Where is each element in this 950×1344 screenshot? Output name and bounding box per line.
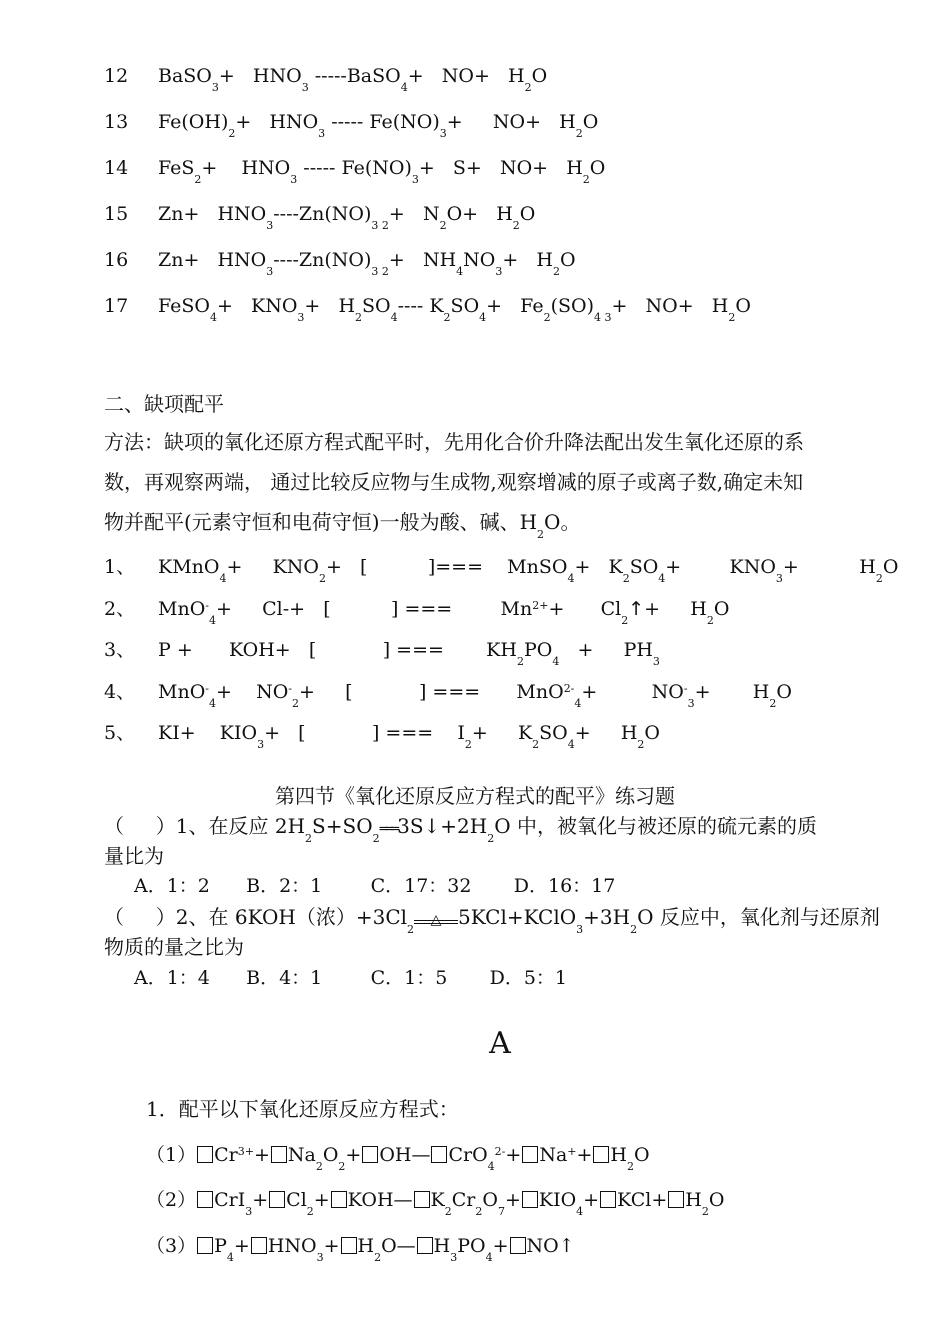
subscript: 2	[306, 1205, 314, 1218]
term: K	[430, 1189, 445, 1211]
subscript: 3	[652, 655, 660, 668]
term: + NH	[388, 249, 457, 271]
subscript: 4	[658, 572, 666, 585]
subscript: 2	[524, 81, 532, 94]
term: O	[519, 203, 536, 225]
subscript: 4	[226, 1251, 234, 1264]
term: Cr	[214, 1144, 238, 1166]
coefficient-box	[197, 1191, 213, 1208]
coefficient-box	[251, 1237, 267, 1254]
subscript: 2	[622, 572, 630, 585]
subscript: 2	[543, 311, 551, 324]
equation-number: 14	[104, 157, 129, 179]
subscript: 4	[567, 572, 575, 585]
term: O	[644, 722, 660, 744]
term: O	[589, 157, 606, 179]
coefficient-box	[510, 1237, 526, 1254]
term: + PH	[559, 639, 653, 661]
term: -----BaSO	[308, 65, 401, 87]
term: + HNO	[235, 111, 319, 133]
term: + [ ] === I	[264, 722, 465, 744]
subscript: 2	[706, 614, 714, 627]
equation-12	[104, 64, 548, 94]
superscript: 3+	[237, 1145, 254, 1158]
part-a-equation-1	[146, 1143, 650, 1173]
term: + KNO	[216, 295, 298, 317]
subscript: 2	[621, 614, 629, 627]
subscript: 2	[728, 311, 736, 324]
term: OH—	[379, 1144, 431, 1166]
subscript: 4	[552, 655, 560, 668]
subscript: 3	[316, 1251, 324, 1264]
term: O	[776, 681, 792, 703]
term: H	[685, 1189, 702, 1211]
equation-label: （2）	[146, 1189, 197, 1211]
term: + H	[644, 598, 707, 620]
subscript: 4	[219, 572, 227, 585]
subscript: 2	[315, 1160, 323, 1173]
term: O	[559, 249, 576, 271]
coefficient-box	[522, 1146, 538, 1163]
superscript: -	[683, 682, 688, 695]
term: + H	[694, 681, 770, 703]
term: O	[713, 598, 730, 620]
term: MnO	[158, 681, 206, 703]
term: FeSO	[158, 295, 210, 317]
item-number: 4、	[104, 681, 136, 703]
subscript: 3	[687, 697, 695, 710]
question-2-line2: 物质的量之比为	[104, 935, 244, 959]
subscript: 3	[257, 738, 265, 751]
equation-15	[104, 202, 536, 232]
coefficient-box	[414, 1191, 430, 1208]
subscript: 3	[290, 173, 298, 186]
subscript: 3	[439, 127, 447, 140]
subscript: 2	[637, 738, 645, 751]
equation-number: 17	[104, 295, 129, 317]
missing-item-equation-3	[104, 638, 660, 668]
subscript: 2	[516, 655, 524, 668]
term: Na	[287, 1144, 316, 1166]
superscript: 2-	[563, 682, 575, 695]
subscript: 4	[567, 738, 575, 751]
term: + KNO	[226, 556, 319, 578]
term: SO	[539, 722, 568, 744]
coefficient-box	[331, 1191, 347, 1208]
term: + [ ]=== MnSO	[325, 556, 568, 578]
subscript: 3	[495, 265, 503, 278]
question-2-options: A．1：4 B．4：1 C．1：5 D．5：1	[134, 967, 567, 989]
subscript: 2	[769, 697, 777, 710]
equation-number: 16	[104, 249, 129, 271]
term: + NO	[216, 681, 289, 703]
term: MnO	[158, 598, 206, 620]
subscript: 2	[626, 1160, 634, 1173]
subscript: 3	[266, 219, 274, 232]
part-a-intro: 1．配平以下氧化还原反应方程式：	[146, 1097, 459, 1121]
subscript: 3 2	[371, 265, 389, 278]
subscript: 4	[456, 265, 464, 278]
subscript: 3	[775, 572, 783, 585]
missing-item-equation-4	[104, 680, 792, 710]
subscript: 2	[532, 738, 540, 751]
term: + H	[782, 556, 876, 578]
section-letter-a: A	[489, 1026, 511, 1061]
term: Fe(OH)	[158, 111, 229, 133]
term: +	[492, 1235, 509, 1257]
term: O+ H	[446, 203, 513, 225]
coefficient-box	[362, 1146, 378, 1163]
term: Cl	[286, 1189, 307, 1211]
term: O	[708, 1189, 725, 1211]
term: + HNO	[201, 157, 291, 179]
term: KMnO	[158, 556, 220, 578]
coefficient-box	[271, 1146, 287, 1163]
term: + NO+ H	[611, 295, 729, 317]
missing-item-equation-5	[104, 721, 660, 751]
equals-arrow: ═══	[379, 822, 398, 837]
missing-item-equation-2	[104, 597, 730, 627]
term: ----Zn(NO)	[273, 203, 372, 225]
subscript: 4	[576, 1205, 584, 1218]
subscript: 4	[479, 311, 487, 324]
subscript: 2	[701, 1205, 709, 1218]
item-number: 2、	[104, 598, 136, 620]
equation-number: 15	[104, 203, 129, 225]
term: + KNO	[665, 556, 776, 578]
term: CrI	[214, 1189, 246, 1211]
term: +	[583, 1189, 600, 1211]
term: HNO	[267, 1235, 317, 1257]
term: O	[322, 1144, 339, 1166]
coefficient-box	[600, 1191, 616, 1208]
coefficient-box	[431, 1146, 447, 1163]
subscript: 2	[475, 1205, 483, 1218]
term: O	[735, 295, 751, 317]
term: SO	[450, 295, 480, 317]
term: CrO	[448, 1144, 488, 1166]
superscript: -	[288, 682, 292, 695]
subscript: 2	[355, 311, 363, 324]
missing-item-equation-1	[104, 555, 899, 585]
coefficient-box	[593, 1146, 609, 1163]
term: +	[576, 1144, 593, 1166]
term: +	[505, 1144, 522, 1166]
coefficient-box	[197, 1146, 213, 1163]
term: H	[357, 1235, 375, 1257]
term: P + KOH+ [ ] === KH	[158, 639, 517, 661]
term: +	[323, 1235, 340, 1257]
superscript: 2+	[532, 599, 549, 612]
superscript: 2-	[494, 1145, 506, 1158]
term: PO	[523, 639, 553, 661]
equation-label: （1）	[146, 1144, 197, 1166]
term: + NO	[581, 681, 684, 703]
method-line-2: 数，再观察两端， 通过比较反应物与生成物,观察增减的原子或离子数,确定未知	[104, 470, 804, 494]
subscript: 2	[464, 738, 472, 751]
term: KIO	[538, 1189, 577, 1211]
subscript: 4	[400, 81, 408, 94]
subscript: 2	[439, 219, 447, 232]
term: +	[504, 1189, 521, 1211]
gas-arrow: ↑	[628, 598, 645, 620]
term: O	[482, 1189, 498, 1211]
subscript: 2	[552, 265, 560, 278]
part-a-equation-3	[146, 1234, 575, 1264]
subscript: 2	[318, 572, 326, 585]
section-heading-missing-items: 二、缺项配平	[104, 392, 224, 416]
subscript: 2	[374, 1251, 382, 1264]
subscript: 3	[266, 265, 274, 278]
term: Cr	[451, 1189, 476, 1211]
subscript: 7	[497, 1205, 505, 1218]
equation-number: 13	[104, 111, 129, 133]
item-number: 1、	[104, 556, 136, 578]
subscript: 2	[228, 127, 236, 140]
subscript: 2	[443, 311, 451, 324]
term: KI+ KIO	[158, 722, 258, 744]
term: KCl+	[617, 1189, 668, 1211]
term: +	[233, 1235, 250, 1257]
superscript: +	[567, 1145, 577, 1158]
subscript: 3	[318, 127, 326, 140]
subscript: 3	[297, 311, 305, 324]
term: +	[345, 1144, 362, 1166]
subscript: 3	[245, 1205, 253, 1218]
method-line-3: 物并配平(元素守恒和电荷守恒)一般为酸、碱、$H_2O$。	[104, 510, 581, 541]
subscript: 4	[574, 697, 582, 710]
term: +	[253, 1144, 270, 1166]
question-1-line2: 量比为	[104, 844, 164, 868]
subscript: 2	[582, 173, 590, 186]
item-number: 3、	[104, 639, 136, 661]
term: Zn+ HNO	[158, 203, 267, 225]
question-2: （ ）2、在 6KOH（浓）$+3Cl_2$ △ $5KCl+KClO_3+3H_2O$ 反应中，氧化剂与还原剂	[104, 905, 880, 936]
subscript: 2	[444, 1205, 452, 1218]
term: O	[633, 1144, 650, 1166]
term: O	[582, 111, 599, 133]
term: + HNO	[218, 65, 302, 87]
term: Na	[539, 1144, 568, 1166]
subscript: 4	[209, 697, 216, 710]
method-line-1: 方法：缺项的氧化还原方程式配平时，先用化合价升降法配出发生氧化还原的系	[104, 430, 804, 454]
subscript: 4	[209, 614, 216, 627]
coefficient-box	[197, 1237, 213, 1254]
coefficient-box	[522, 1191, 538, 1208]
question-1-options: A．1：2 B．2：1 C．17：32 D．16：17	[134, 875, 616, 897]
coefficient-box	[417, 1237, 433, 1254]
equation-17	[104, 294, 751, 324]
term: Zn+ HNO	[158, 249, 267, 271]
equation-label: （3）	[146, 1235, 197, 1257]
subscript: 4	[485, 1251, 493, 1264]
term: O—	[381, 1235, 416, 1257]
subscript: 3	[411, 173, 419, 186]
term: H	[433, 1235, 451, 1257]
subscript: 4	[390, 311, 398, 324]
term: ----- Fe(NO)	[297, 157, 412, 179]
coefficient-box	[269, 1191, 285, 1208]
term: FeS	[158, 157, 195, 179]
subscript: 2	[194, 173, 202, 186]
superscript: -	[205, 682, 209, 695]
term: SO	[629, 556, 659, 578]
term: + [ ] === MnO	[299, 681, 564, 703]
term: + K	[574, 556, 623, 578]
term: + NO+ H	[407, 65, 525, 87]
term: H	[610, 1144, 627, 1166]
heating-condition: △	[414, 914, 458, 924]
term: NO	[463, 249, 496, 271]
term: + H	[502, 249, 553, 271]
part-a-equation-2	[146, 1188, 725, 1218]
subscript: 4 3	[594, 311, 612, 324]
superscript: -	[205, 599, 209, 612]
term: ---- K	[397, 295, 444, 317]
term: P	[214, 1235, 227, 1257]
term: + N	[388, 203, 440, 225]
term: + Cl-+ [ ] === Mn	[216, 598, 533, 620]
method-paragraph	[104, 422, 896, 542]
equation-13	[104, 110, 599, 140]
term: PO	[457, 1235, 486, 1257]
term: O	[531, 65, 548, 87]
term: ----Zn(NO)	[273, 249, 372, 271]
item-number: 5、	[104, 722, 136, 744]
subscript: 3	[301, 81, 309, 94]
term: + K	[471, 722, 533, 744]
coefficient-box	[668, 1191, 684, 1208]
subscript: 4	[487, 1160, 495, 1173]
term: + H	[574, 722, 638, 744]
equation-16	[104, 248, 576, 278]
term: KOH—	[347, 1189, 413, 1211]
equation-number: 12	[104, 65, 129, 87]
term: NO↑	[526, 1235, 575, 1257]
term: BaSO	[158, 65, 212, 87]
subscript: 2	[292, 697, 299, 710]
subscript: 2	[575, 127, 583, 140]
term: + Fe	[486, 295, 544, 317]
subscript: 3	[211, 81, 219, 94]
term: O	[882, 556, 899, 578]
subscript: 3 2	[371, 219, 389, 232]
term: +	[252, 1189, 269, 1211]
term: + H	[304, 295, 356, 317]
subscript: 2	[875, 572, 883, 585]
term: ----- Fe(NO)	[325, 111, 440, 133]
term: (SO)	[550, 295, 594, 317]
term: SO	[362, 295, 391, 317]
subscript: 3	[450, 1251, 458, 1264]
term: + NO+ H	[446, 111, 576, 133]
term: + Cl	[548, 598, 622, 620]
subscript: 2	[338, 1160, 346, 1173]
subscript: 4	[209, 311, 217, 324]
question-1: （ ）1、在反应 $2H_2S+SO_2═══3S↓+2H_2O$ 中，被氧化与被还原的硫元素的质	[104, 814, 817, 845]
coefficient-box	[341, 1237, 357, 1254]
equation-14	[104, 156, 606, 186]
term: +	[313, 1189, 330, 1211]
term: + S+ NO+ H	[418, 157, 583, 179]
subscript: 2	[512, 219, 520, 232]
section-title: 第四节《氧化还原反应方程式的配平》练习题	[275, 784, 675, 808]
